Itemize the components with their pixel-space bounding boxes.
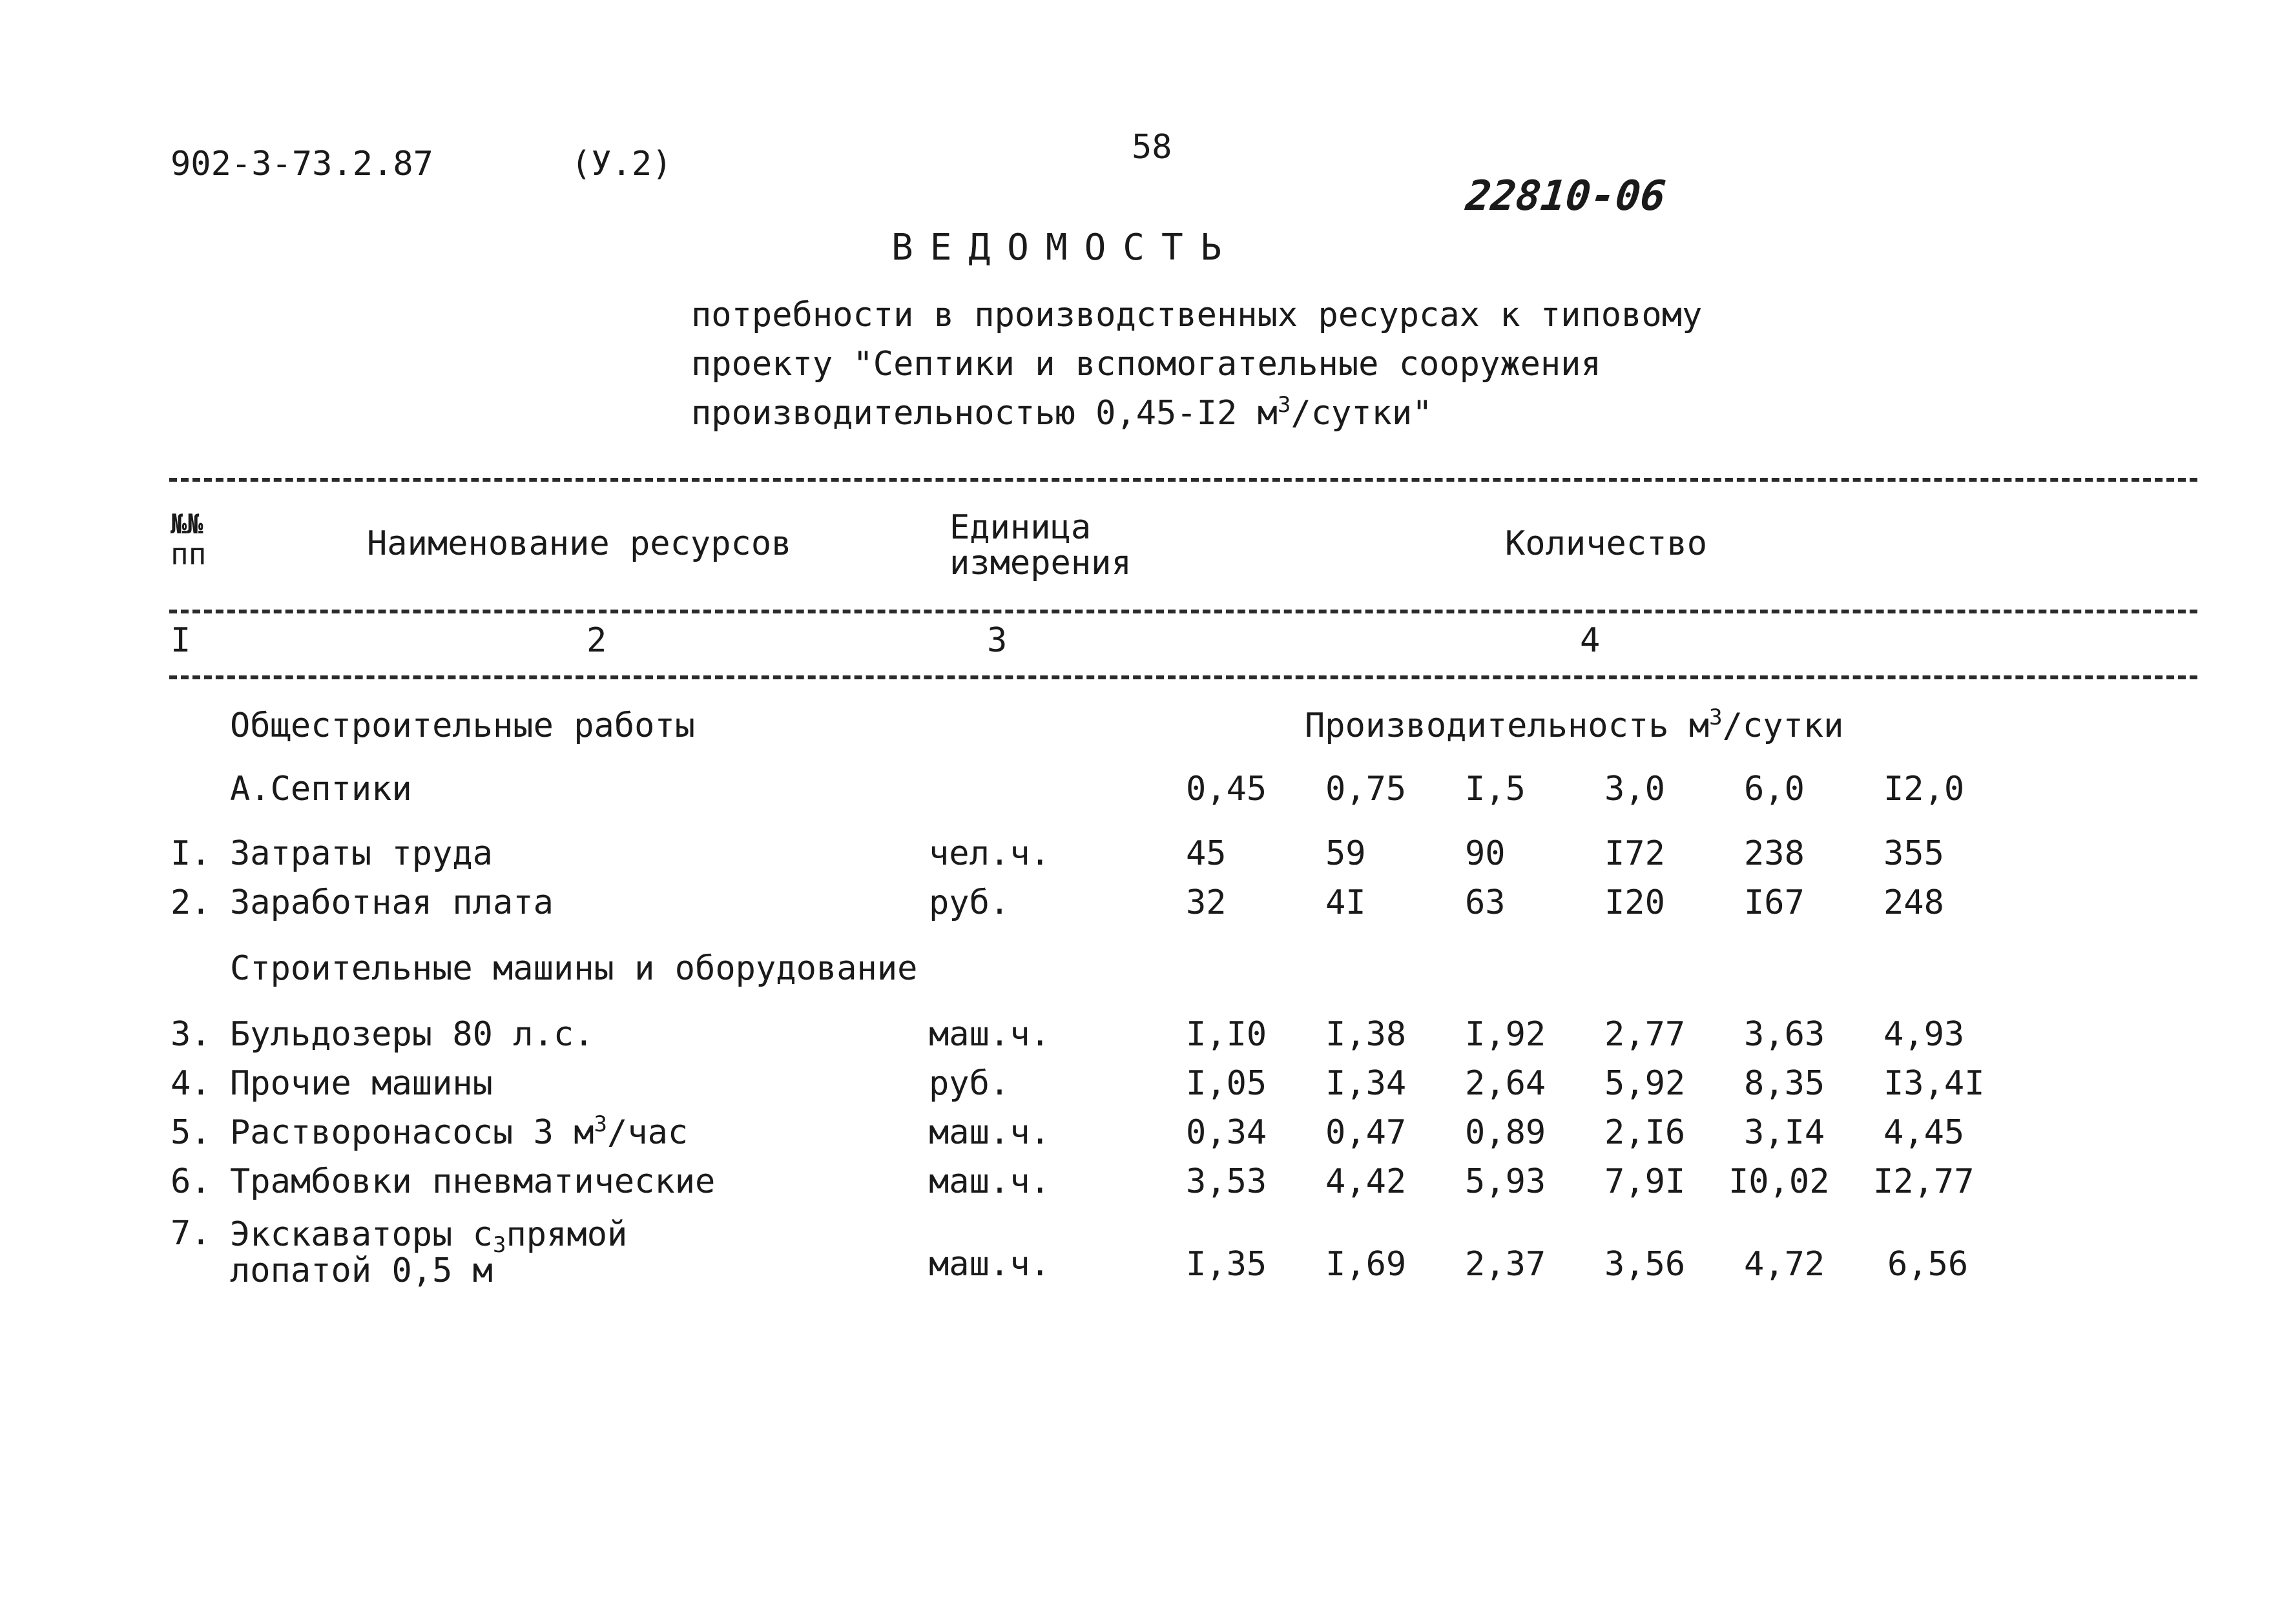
subtitle-line-1: потребности в производственных ресурсах к типовому xyxy=(691,296,1703,334)
header-quantity: Количество xyxy=(1505,524,1708,563)
row-5-value-2: 0,47 xyxy=(1325,1113,1407,1152)
row-5-name-text: Растворонасосы 3 м xyxy=(230,1113,594,1152)
row-6-number: 6. xyxy=(171,1162,211,1201)
row-7-value-4: 3,56 xyxy=(1604,1245,1686,1284)
capacity-3: I,5 xyxy=(1465,770,1526,808)
row-3-unit: маш.ч. xyxy=(929,1015,1050,1054)
row-4-value-6: I3,4I xyxy=(1883,1064,1985,1103)
row-1-number: I. xyxy=(171,834,211,873)
row-7-name-line1-tail: прямой xyxy=(506,1215,628,1254)
subtitle-line-3-text: производительностью 0,45-I2 м xyxy=(691,394,1278,433)
row-6-value-1: 3,53 xyxy=(1186,1162,1267,1201)
row-3-value-1: I,I0 xyxy=(1186,1015,1267,1054)
row-1-value-5: 238 xyxy=(1744,834,1805,873)
row-3-value-4: 2,77 xyxy=(1604,1015,1686,1054)
row-7-number: 7. xyxy=(171,1214,211,1253)
row-7-value-3: 2,37 xyxy=(1465,1245,1546,1284)
row-4-value-1: I,05 xyxy=(1186,1064,1267,1103)
capacity-4: 3,0 xyxy=(1604,770,1665,808)
capacity-1: 0,45 xyxy=(1186,770,1267,808)
row-4-value-4: 5,92 xyxy=(1604,1064,1686,1103)
row-1-value-4: I72 xyxy=(1604,834,1665,873)
header-number-line1: №№ xyxy=(171,508,203,540)
row-4-number: 4. xyxy=(171,1064,211,1103)
row-2-value-1: 32 xyxy=(1186,883,1227,922)
capacity-2: 0,75 xyxy=(1325,770,1407,808)
machines-title: Строительные машины и оборудование xyxy=(230,949,918,988)
colnum-3: 3 xyxy=(987,621,1008,660)
row-7-unit: маш.ч. xyxy=(929,1245,1050,1284)
row-6-value-3: 5,93 xyxy=(1465,1162,1546,1201)
row-6-value-5: I0,02 xyxy=(1728,1162,1830,1201)
document-code: 902-3-73.2.87 xyxy=(171,145,433,183)
row-1-value-1: 45 xyxy=(1186,834,1227,873)
inventory-number: 22810-06 xyxy=(1464,172,1668,220)
table-colnum-rule xyxy=(169,675,2197,679)
header-unit-line1: Единица xyxy=(949,508,1092,547)
row-7-name-line1 xyxy=(230,1215,628,1258)
table-top-rule xyxy=(169,478,2197,482)
row-5-name xyxy=(230,1111,689,1152)
header-unit-line2: измерения xyxy=(949,544,1132,583)
row-4-name: Прочие машины xyxy=(230,1064,493,1103)
row-7-value-6: 6,56 xyxy=(1887,1245,1969,1284)
row-5-value-6: 4,45 xyxy=(1883,1113,1965,1152)
row-7-name-line1-text: Экскаваторы с xyxy=(230,1215,493,1254)
header-resource-name: Наименование ресурсов xyxy=(367,524,792,563)
page-number: 58 xyxy=(1132,128,1172,167)
capacity-label-tail: /сутки xyxy=(1722,706,1844,745)
row-1-name: Затраты труда xyxy=(230,834,493,873)
row-2-name: Заработная плата xyxy=(230,883,554,922)
row-7-name-line2: лопатой 0,5 м xyxy=(230,1251,493,1291)
row-6-value-2: 4,42 xyxy=(1325,1162,1407,1201)
row-3-value-5: 3,63 xyxy=(1744,1015,1825,1054)
row-7-value-1: I,35 xyxy=(1186,1245,1267,1284)
row-5-value-5: 3,I4 xyxy=(1744,1113,1825,1152)
row-1-value-2: 59 xyxy=(1325,834,1366,873)
colnum-4: 4 xyxy=(1580,621,1601,660)
album-label: (У.2) xyxy=(571,145,672,183)
header-number-line2: пп xyxy=(171,537,207,572)
row-5-number: 5. xyxy=(171,1113,211,1152)
row-2-value-5: I67 xyxy=(1744,883,1805,922)
row-5-unit: маш.ч. xyxy=(929,1113,1050,1152)
row-3-number: 3. xyxy=(171,1015,211,1054)
capacity-label-text: Производительность м xyxy=(1305,706,1710,745)
row-4-value-3: 2,64 xyxy=(1465,1064,1546,1103)
subtitle-line-2: проекту "Септики и вспомогательные сооружения xyxy=(691,345,1601,384)
row-5-value-3: 0,89 xyxy=(1465,1113,1546,1152)
row-1-unit: чел.ч. xyxy=(929,834,1050,873)
page-title: ВЕДОМОСТЬ xyxy=(891,227,1239,269)
colnum-1: I xyxy=(171,621,191,660)
row-4-unit: руб. xyxy=(929,1064,1010,1103)
row-6-unit: маш.ч. xyxy=(929,1162,1050,1201)
capacity-label xyxy=(1305,704,1844,745)
section-title: Общестроительные работы xyxy=(230,706,696,745)
row-5-value-4: 2,I6 xyxy=(1604,1113,1686,1152)
row-2-number: 2. xyxy=(171,883,211,922)
subtitle-line-3 xyxy=(691,392,1433,433)
row-4-value-5: 8,35 xyxy=(1744,1064,1825,1103)
row-7-value-2: I,69 xyxy=(1325,1245,1407,1284)
row-6-value-6: I2,77 xyxy=(1873,1162,1975,1201)
row-6-name: Трамбовки пневматические xyxy=(230,1162,716,1201)
row-2-value-6: 248 xyxy=(1883,883,1944,922)
row-4-value-2: I,34 xyxy=(1325,1064,1407,1103)
row-2-value-3: 63 xyxy=(1465,883,1506,922)
subtitle-line-3-sup: 3 xyxy=(1277,392,1291,418)
row-2-unit: руб. xyxy=(929,883,1010,922)
row-6-value-4: 7,9I xyxy=(1604,1162,1686,1201)
row-5-value-1: 0,34 xyxy=(1186,1113,1267,1152)
capacity-6: I2,0 xyxy=(1883,770,1965,808)
subsection-septics: А.Септики xyxy=(230,770,412,808)
row-1-value-3: 90 xyxy=(1465,834,1506,873)
row-3-value-3: I,92 xyxy=(1465,1015,1546,1054)
row-3-value-6: 4,93 xyxy=(1883,1015,1965,1054)
row-5-name-tail: /час xyxy=(607,1113,689,1152)
row-2-value-4: I20 xyxy=(1604,883,1665,922)
row-7-name xyxy=(230,1217,627,1289)
header-unit xyxy=(949,510,1132,581)
capacity-label-sup: 3 xyxy=(1709,704,1723,730)
row-7-value-5: 4,72 xyxy=(1744,1245,1825,1284)
row-5-name-sup: 3 xyxy=(594,1111,608,1137)
row-3-name: Бульдозеры 80 л.с. xyxy=(230,1015,594,1054)
row-7-name-line1-sub: 3 xyxy=(493,1232,506,1258)
colnum-2: 2 xyxy=(586,621,607,660)
capacity-5: 6,0 xyxy=(1744,770,1805,808)
header-number-col xyxy=(171,510,206,570)
row-1-value-6: 355 xyxy=(1883,834,1944,873)
subtitle-line-3-tail: /сутки" xyxy=(1291,394,1433,433)
row-3-value-2: I,38 xyxy=(1325,1015,1407,1054)
table-header-rule xyxy=(169,610,2197,613)
row-2-value-2: 4I xyxy=(1325,883,1366,922)
